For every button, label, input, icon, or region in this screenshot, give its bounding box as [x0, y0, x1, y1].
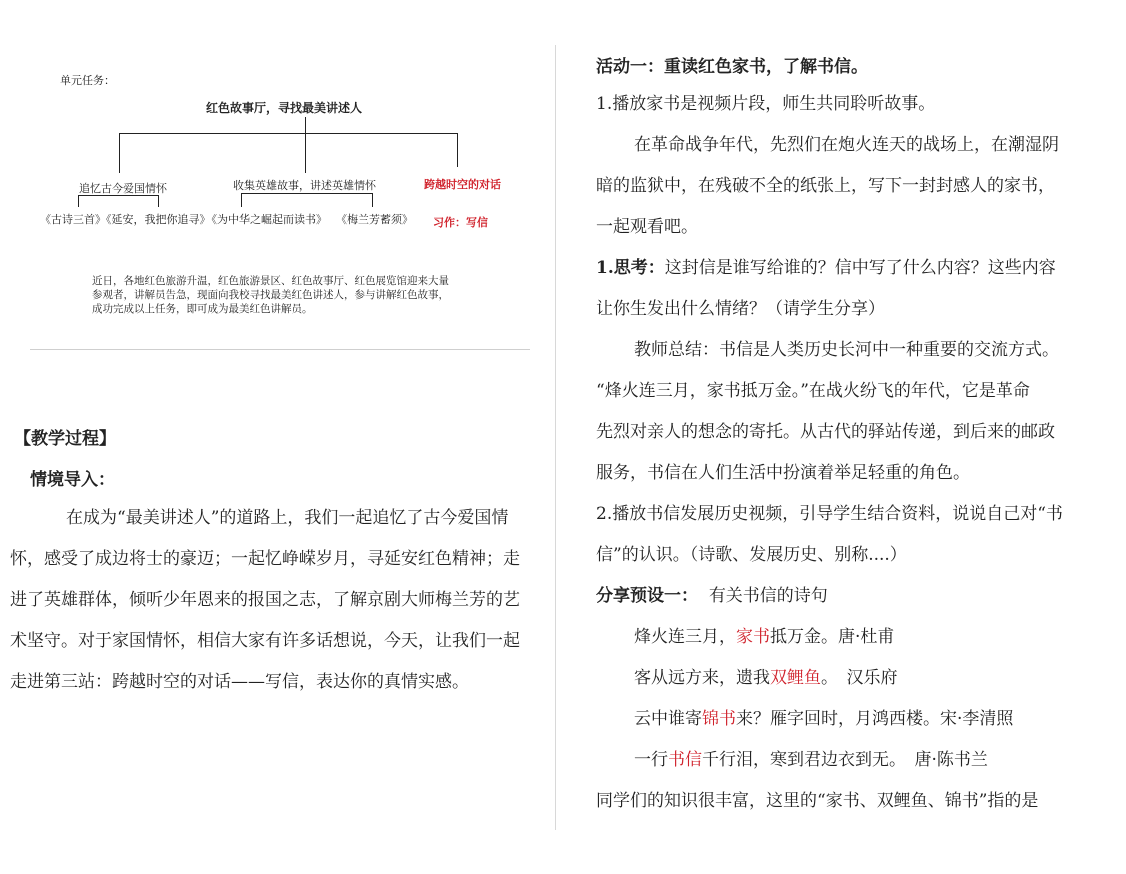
activity-title: 活动一：重读红色家书，了解书信。 — [596, 57, 868, 77]
poem-3-red: 锦书 — [702, 709, 736, 729]
poem-2-a: 客从远方来，遗我 — [634, 668, 770, 688]
line-1: 1.播放家书是视频片段，师生共同聆听故事。 — [596, 94, 936, 114]
bracket-left-a — [78, 195, 79, 207]
last-line: 同学们的知识很丰富，这里的“家书、双鲤鱼、锦书”指的是 — [596, 791, 1039, 811]
poem-2-b: 。 汉乐府 — [821, 668, 898, 688]
poem-4-b: 千行泪，寒到君边衣到无。 唐·陈书兰 — [702, 750, 988, 770]
bracket-left-top — [78, 195, 158, 196]
poem-1 — [596, 617, 1111, 658]
diagram-branch2-sub-a: 《为中华之崛起而读书》 — [206, 213, 327, 226]
bracket-mid-a — [241, 193, 242, 207]
poem-3-a: 云中谁寄 — [634, 709, 702, 729]
right-body — [596, 84, 1111, 822]
line-12: 信”的认识。（诗歌、发展历史、别称....） — [596, 545, 907, 565]
bracket-mid-b — [372, 193, 373, 207]
diagram-note-line1: 近日，各地红色旅游升温，红色旅游景区、红色故事厅、红色展览馆迎来大量 — [92, 275, 449, 287]
poem-4 — [596, 740, 1111, 781]
diagram-branch2: 收集英雄故事，讲述英雄情怀 — [233, 179, 376, 192]
think-text: 这封信是谁写给谁的？信中写了什么内容？这些内容 — [664, 258, 1056, 278]
diagram-title: 红色故事厅，寻找最美讲述人 — [206, 101, 363, 115]
diagram-branch3-sub: 习作：写信 — [433, 216, 488, 229]
line-7: 教师总结：书信是人类历史长河中一种重要的交流方式。 — [634, 340, 1059, 360]
poem-3-b: 来？雁字回时，月鸿西楼。宋·李清照 — [736, 709, 1014, 729]
bracket-left-b — [158, 195, 159, 207]
line-4: 一起观看吧。 — [596, 217, 698, 237]
poem-4-red: 书信 — [668, 750, 702, 770]
poem-1-red: 家书 — [736, 627, 770, 647]
diagram-branch-right — [457, 133, 458, 167]
line-10: 服务，书信在人们生活中扮演着举足轻重的角色。 — [596, 463, 970, 483]
diagram-note-line3: 成功完成以上任务，即可成为最美红色讲解员。 — [92, 303, 313, 315]
share-label: 分享预设一： — [596, 586, 698, 606]
line-8: “烽火连三月，家书抵万金。”在战火纷飞的年代，它是革命 — [596, 381, 1030, 401]
diagram-note-line2: 参观者，讲解员告急，现面向我校寻找最美红色讲述人，参与讲解红色故事， — [92, 289, 449, 301]
diagram-branch1: 追忆古今爱国情怀 — [79, 182, 167, 195]
diagram-branch-mid — [305, 133, 306, 173]
share-text: 有关书信的诗句 — [708, 586, 828, 606]
poem-4-a: 一行 — [634, 750, 668, 770]
section-heading: 【教学过程】 — [14, 429, 116, 449]
line-11: 2.播放书信发展历史视频，引导学生结合资料，说说自己对“书 — [596, 504, 1063, 524]
line-9: 先烈对亲人的想念的寄托。从古代的驿站传递，到后来的邮政 — [596, 422, 1055, 442]
unit-task-label: 单元任务： — [60, 74, 115, 87]
column-divider — [555, 45, 556, 830]
diagram-branch1-sub: 《古诗三首》《延安，我把你追寻》 — [40, 213, 211, 226]
line-2: 在革命战争年代，先烈们在炮火连天的战场上，在潮湿阴 — [634, 135, 1059, 155]
line-13 — [596, 576, 1111, 617]
diagram-branch2-sub-b: 《梅兰芳蓄须》 — [336, 213, 413, 226]
diagram-stem — [305, 117, 306, 133]
bracket-mid-top — [241, 193, 372, 194]
intro-paragraph: 在成为“最美讲述人”的道路上，我们一起追忆了古今爱国情怀，感受了成边将士的豪迈；一起忆峥嵘岁月，寻延安红色精神；走进了英雄群体，倾听少年恩来的报国之志，了解京剧大师梅兰芳的艺术坚守。对于家国情怀，相信大家有许多话想说，今天，让我们一起走进第三站：跨越时空的对话——写信，表达你的真情实感。 — [10, 508, 520, 692]
poem-1-b: 抵万金。唐·杜甫 — [770, 627, 895, 647]
line-5 — [596, 248, 1111, 289]
diagram-branch3: 跨越时空的对话 — [424, 178, 501, 191]
poem-1-a: 烽火连三月， — [634, 627, 736, 647]
diagram-hbar — [119, 133, 457, 134]
poem-2-red: 双鲤鱼 — [770, 668, 821, 688]
line-3: 暗的监狱中，在残破不全的纸张上，写下一封封感人的家书， — [596, 176, 1055, 196]
sub-heading: 情境导入： — [30, 470, 115, 490]
section-divider — [30, 349, 530, 350]
diagram-branch-left — [119, 133, 120, 173]
think-label: 1.思考： — [596, 258, 665, 278]
poem-2 — [596, 658, 1111, 699]
line-6: 让你生发出什么情绪？（请学生分享） — [596, 299, 885, 319]
poem-3 — [596, 699, 1111, 740]
